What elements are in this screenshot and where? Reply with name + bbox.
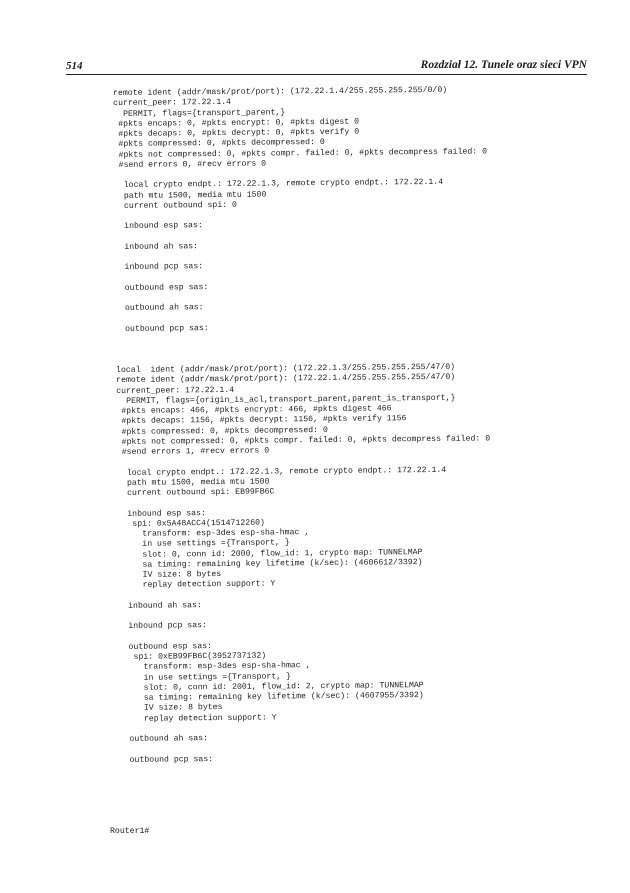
code-line: #pkts not compressed: 0, #pkts compr. failed: 0, #pkts decompress failed: 0 — [113, 146, 488, 160]
code-line: inbound esp sas: — [117, 508, 206, 519]
code-line: IV size: 8 bytes — [117, 570, 222, 580]
code-line: #pkts encaps: 0, #pkts encrypt: 0, #pkts digest 0 — [113, 117, 360, 129]
code-line: slot: 0, conn id: 2000, flow_id: 1, crypto map: TUNNELMAP — [117, 547, 423, 560]
code-line: outbound esp sas: — [118, 641, 213, 652]
code-line: sa timing: remaining key lifetime (k/sec): (4607955/3392) — [119, 691, 424, 703]
page-number: 514 — [66, 60, 83, 72]
code-line: current_peer: 172.22.1.4 — [116, 385, 235, 396]
code-line: inbound esp sas: — [114, 221, 203, 232]
code-line: PERMIT, flags={transport_parent,} — [113, 107, 286, 119]
code-line: outbound pcp sas: — [119, 754, 214, 765]
code-line: #send errors 1, #recv errors 0 — [116, 446, 270, 457]
code-line: local crypto endpt.: 172.22.1.3, remote crypto endpt.: 172.22.1.4 — [116, 465, 447, 478]
code-line: path mtu 1500, media mtu 1500 — [113, 190, 267, 201]
code-line: outbound ah sas: — [119, 734, 209, 744]
code-line: current outbound spi: 0 — [114, 200, 238, 211]
code-line: spi: 0x5A48ACC4(1514712260) — [117, 518, 265, 529]
code-line: transform: esp-3des esp-sha-hmac , — [117, 528, 310, 539]
code-line: #send errors 0, #recv errors 0 — [113, 159, 267, 170]
code-line: #pkts compressed: 0, #pkts decompressed: 0 — [116, 425, 328, 437]
code-line: in use settings ={Transport, } — [117, 538, 290, 550]
code-line: current_peer: 172.22.1.4 — [113, 98, 232, 109]
code-line: #pkts not compressed: 0, #pkts compr. failed: 0, #pkts decompress failed: 0 — [116, 434, 491, 447]
code-line: #pkts decaps: 0, #pkts decrypt: 0, #pkts verify 0 — [113, 127, 360, 139]
chapter-title: Rozdział 12. Tunele oraz sieci VPN — [420, 59, 587, 71]
code-line: PERMIT, flags={origin_is_acl,transport_parent,parent_is_transport,} — [116, 393, 456, 406]
code-line: in use settings ={Transport, } — [118, 671, 291, 683]
code-line: remote ident (addr/mask/prot/port): (172.22.1.4/255.255.255.255/47/0) — [116, 372, 456, 386]
code-line: #pkts encaps: 466, #pkts encrypt: 466, #pkts digest 466 — [116, 404, 392, 416]
running-header — [66, 54, 587, 75]
code-line: transform: esp-3des esp-sha-hmac , — [118, 661, 311, 673]
code-line: local ident (addr/mask/prot/port): (172.22.1.3/255.255.255.255/47/0) — [116, 362, 456, 375]
code-line: inbound pcp sas: — [114, 262, 204, 273]
code-line: path mtu 1500, media mtu 1500 — [117, 477, 270, 488]
router-prompt: Router1# — [110, 827, 150, 836]
code-line: sa timing: remaining key lifetime (k/sec): (4606612/3392) — [117, 557, 423, 570]
code-block-first-sa — [113, 85, 489, 335]
code-line: outbound esp sas: — [114, 282, 209, 293]
code-line: slot: 0, conn id: 2001, flow_id: 2, crypto map: TUNNELMAP — [119, 680, 424, 693]
code-line: #pkts compressed: 0, #pkts decompressed: 0 — [113, 138, 325, 150]
code-line: inbound ah sas: — [114, 241, 199, 252]
code-line: spi: 0xEB99FB6C(3952737132) — [118, 651, 267, 662]
code-line: IV size: 8 bytes — [119, 703, 223, 714]
code-line: current outbound spi: EB99FB6C — [117, 487, 275, 498]
code-line: outbound pcp sas: — [115, 323, 209, 334]
code-line: remote ident (addr/mask/prot/port): (172.22.1.4/255.255.255.255/0/0) — [113, 85, 448, 98]
code-line: replay detection support: Y — [118, 579, 276, 591]
code-line: inbound pcp sas: — [118, 621, 207, 632]
code-line: inbound ah sas: — [118, 600, 202, 611]
code-line: local crypto endpt.: 172.22.1.3, remote crypto endpt.: 172.22.1.4 — [113, 178, 444, 191]
code-block-second-sa — [116, 362, 493, 765]
code-line: outbound ah sas: — [115, 303, 204, 314]
code-line: replay detection support: Y — [119, 712, 277, 724]
code-line: #pkts decaps: 1156, #pkts decrypt: 1156, #pkts verify 1156 — [116, 414, 407, 427]
